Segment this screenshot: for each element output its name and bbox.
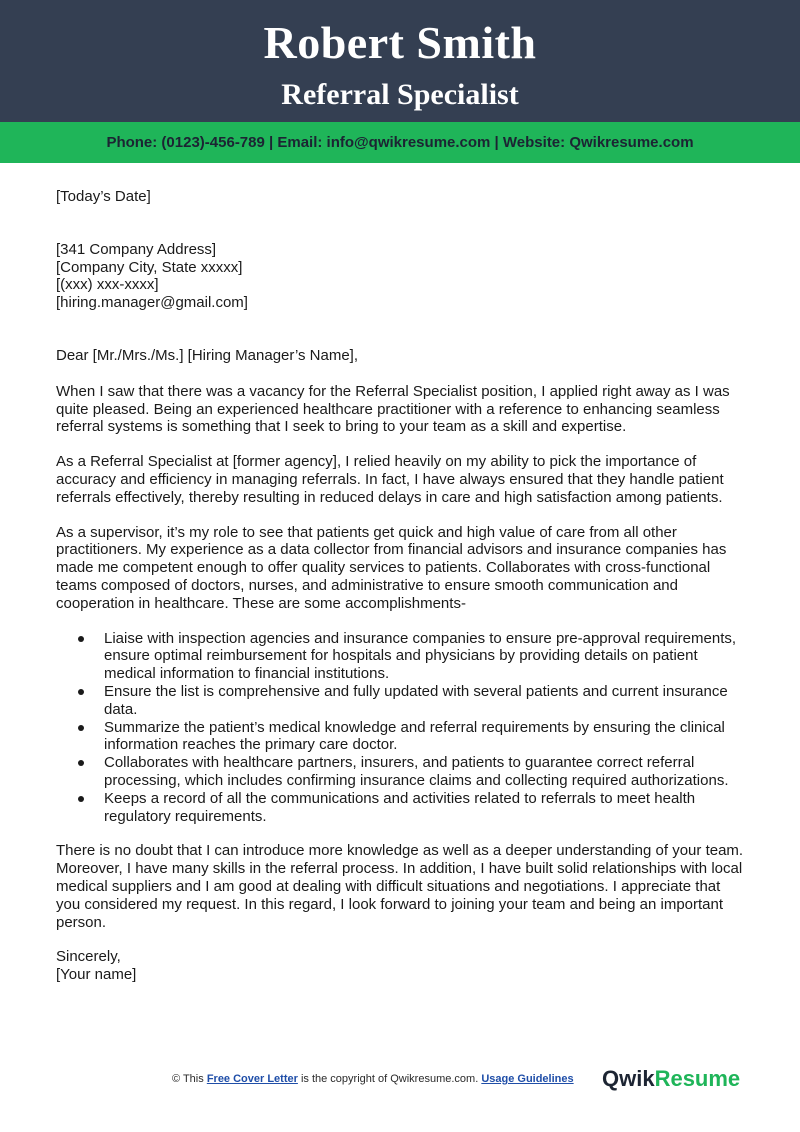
copyright-notice (172, 1072, 574, 1086)
list-item-text: Ensure the list is comprehensive and fully updated with several patients and current insurance data. (104, 682, 728, 718)
list-item-text: Liaise with inspection agencies and insurance companies to ensure pre-approval requirements, ensure optimal reimbursement for hospitals and physicians by providing details on patient medical information to financial institutions. (104, 629, 737, 683)
address-line: [Company City, State xxxxx] (56, 258, 243, 276)
bullet-icon (78, 796, 84, 802)
list-item-text: Keeps a record of all the communications and activities related to referrals to meet health regulatory requirements. (104, 789, 696, 825)
bullet-icon (78, 725, 84, 731)
list-item (104, 683, 746, 719)
bullet-icon (78, 689, 84, 695)
job-title: Referral Specialist (281, 78, 519, 111)
list-item-text: Collaborates with healthcare partners, insurers, and patients to guarantee correct referral processing, which includes confirming insurance claims and collecting required authorizations. (104, 754, 729, 789)
list-item (104, 754, 746, 790)
list-item (104, 630, 746, 683)
paragraph: As a supervisor, it’s my role to see that patients get quick and high value of care from all other practitioners. My experience as a data collector from financial advisors and insurance companies has made me competent enough to offer quality services to patients. Collaborates with cross-functional teams composed of doctors, nurses, and administrative to ensure smooth communication and cooperation in healthcare. These are some accomplishments- (56, 523, 727, 612)
header-banner (0, 0, 800, 122)
list-item (104, 790, 746, 826)
logo-text-qwik: Qwik (602, 1066, 655, 1091)
list-item (104, 719, 746, 755)
copyright-prefix: © This (172, 1073, 207, 1085)
paragraph: As a Referral Specialist at [former agency], I relied heavily on my ability to pick the importance of accuracy and efficiency in managing referrals. In fact, I have always ensured that they handle patient referrals effectively, thereby resulting in reduced delays in care and high satisfaction among patients. (56, 453, 724, 506)
usage-guidelines-link[interactable]: Usage Guidelines (481, 1073, 574, 1085)
free-cover-letter-link[interactable]: Free Cover Letter (206, 1073, 298, 1085)
logo-text-resume: Resume (654, 1066, 741, 1091)
paragraph: When I saw that there was a vacancy for the Referral Specialist position, I applied right away as I was quite pleased. Being an experienced healthcare practitioner with a reference to enhancing seamless referral systems is something that I seek to bring to your team as a skill and expertise. (56, 382, 730, 436)
bullet-icon (78, 760, 84, 766)
bullet-icon (78, 636, 84, 642)
list-item-text: Summarize the patient’s medical knowledge and referral requirements by ensuring the clinical information reaches the primary care doctor. (104, 718, 725, 754)
candidate-name: Robert Smith (263, 17, 537, 68)
address-line: [341 Company Address] (56, 240, 217, 258)
recipient-address (56, 241, 746, 312)
address-line: [hiring.manager@gmail.com] (56, 294, 248, 312)
signoff: Sincerely, (56, 948, 121, 966)
footer (0, 1066, 800, 1094)
accomplishments-list (56, 630, 746, 826)
letter-date: [Today’s Date] (56, 188, 151, 205)
contact-bar: Phone: (0123)-456-789 | Email: info@qwikresume.com | Website: Qwikresume.com (0, 122, 800, 163)
letter-body (56, 188, 746, 984)
qwikresume-logo[interactable] (602, 1066, 740, 1092)
signature: [Your name] (56, 966, 137, 984)
salutation: Dear [Mr./Mrs./Ms.] [Hiring Manager’s Name], (56, 346, 359, 364)
copyright-middle: is the copyright of Qwikresume.com. (297, 1073, 482, 1085)
address-line: [(xxx) xxx-xxxx] (56, 276, 159, 294)
closing-paragraph: There is no doubt that I can introduce more knowledge as well as a deeper understanding of your team. Moreover, I have many skills in the referral process. In addition, I have built solid relationships with local medical suppliers and I am good at dealing with difficult situations and negotiations. I appreciate that you considered my request. In this regard, I look forward to joining your team and being an important person. (56, 842, 744, 931)
